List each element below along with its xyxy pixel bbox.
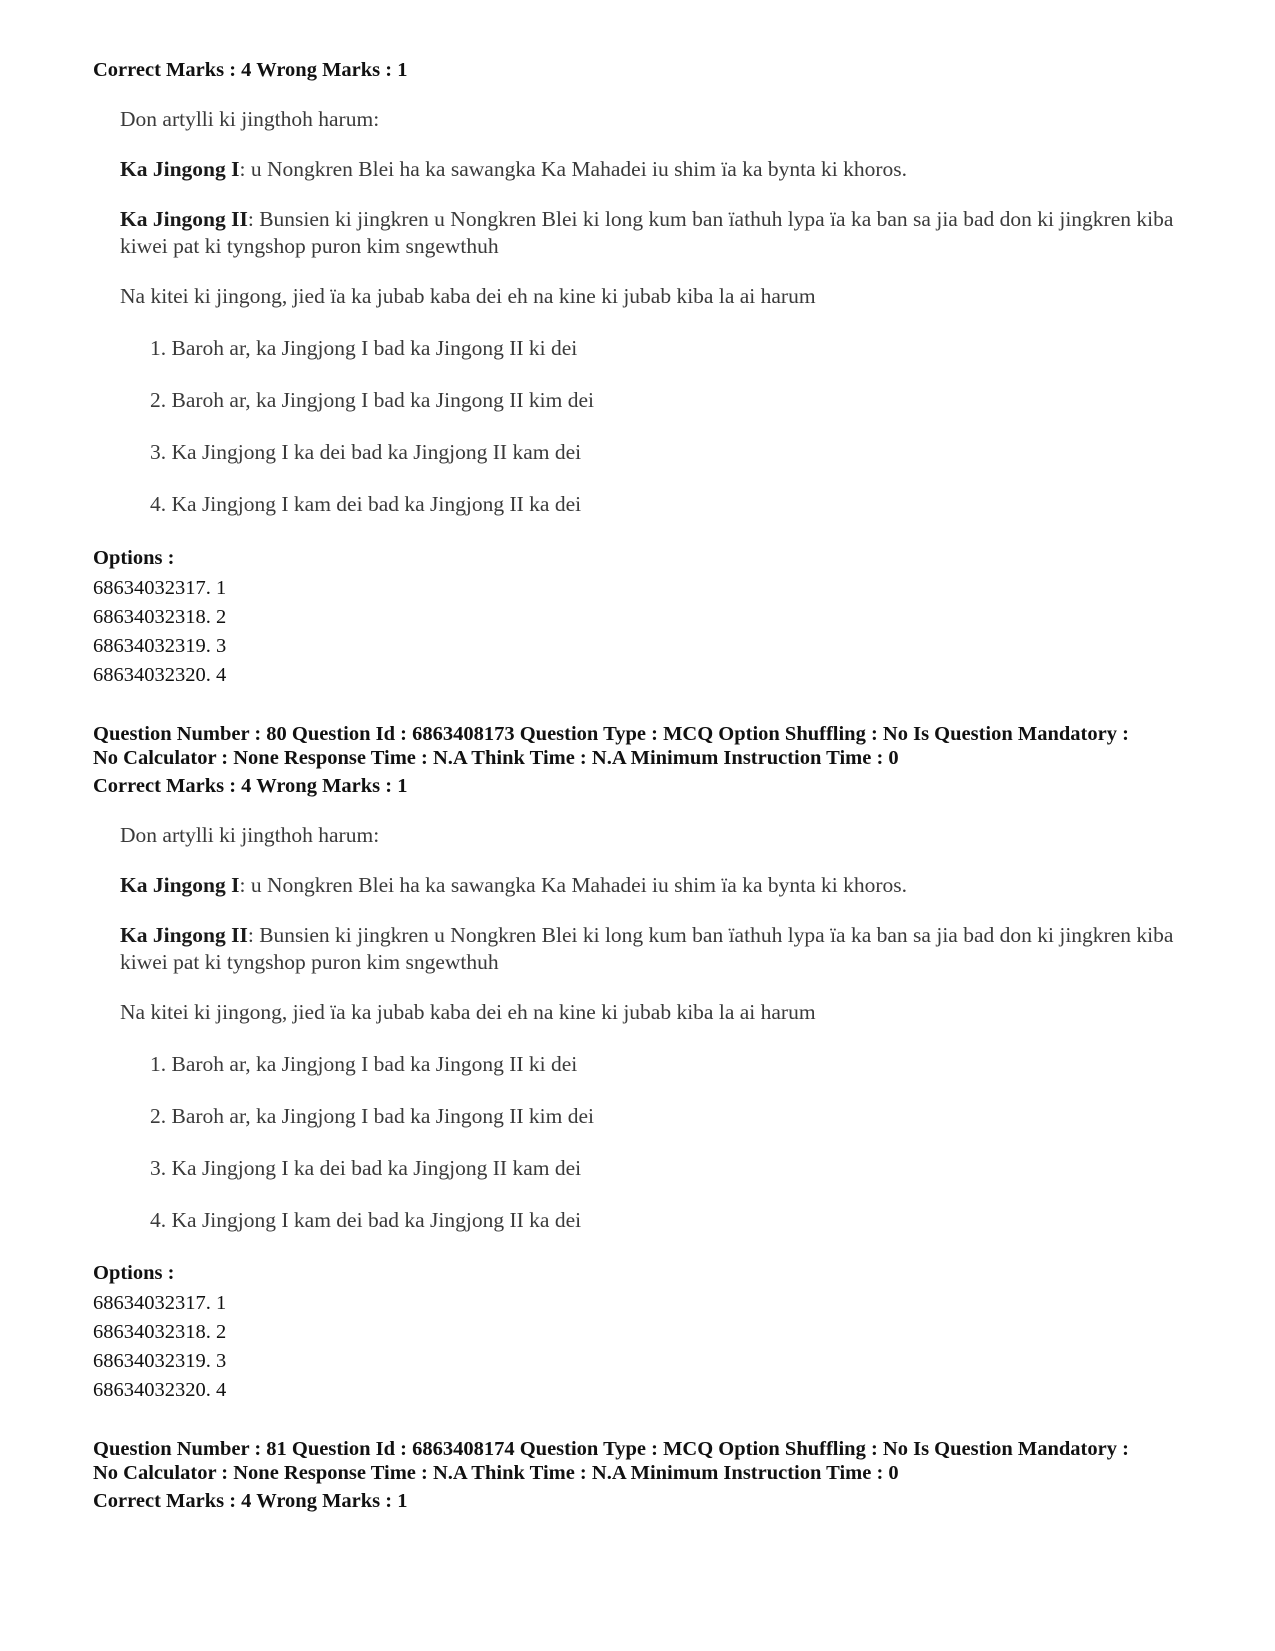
choice-3: 3. Ka Jingjong I ka dei bad ka Jingjong II kam dei — [150, 440, 582, 464]
options-list — [93, 574, 226, 690]
option-item: 68634032319. 3 — [93, 1350, 227, 1372]
choice-4: 4. Ka Jingjong I kam dei bad ka Jingjong II ka dei — [150, 492, 582, 516]
statement-2 — [120, 206, 1180, 260]
option-item: 68634032320. 4 — [93, 664, 227, 686]
choice-1: 1. Baroh ar, ka Jingjong I bad ka Jingong II ki dei — [150, 1052, 578, 1076]
question-header-line-2: No Calculator : None Response Time : N.A Think Time : N.A Minimum Instruction Time : 0 — [93, 747, 899, 769]
options-list — [93, 1289, 226, 1405]
option-item: 68634032318. 2 — [93, 1321, 227, 1343]
statement-2-label: Ka Jingong II — [120, 207, 248, 231]
marks-line: Correct Marks : 4 Wrong Marks : 1 — [93, 775, 408, 797]
statement-1-text: : u Nongkren Blei ha ka sawangka Ka Mahadei iu shim ïa ka bynta ki khoros. — [239, 157, 908, 181]
marks-line: Correct Marks : 4 Wrong Marks : 1 — [93, 59, 408, 81]
option-item: 68634032318. 2 — [93, 606, 227, 628]
options-label: Options : — [93, 1262, 175, 1284]
marks-line: Correct Marks : 4 Wrong Marks : 1 — [93, 1490, 408, 1512]
statement-1-text: : u Nongkren Blei ha ka sawangka Ka Mahadei iu shim ïa ka bynta ki khoros. — [239, 873, 908, 897]
question-prompt: Na kitei ki jingong, jied ïa ka jubab kaba dei eh na kine ki jubab kiba la ai harum — [120, 1000, 816, 1024]
choice-2: 2. Baroh ar, ka Jingjong I bad ka Jingong II kim dei — [150, 388, 594, 412]
statement-1 — [120, 872, 1180, 899]
question-header-line-2: No Calculator : None Response Time : N.A Think Time : N.A Minimum Instruction Time : 0 — [93, 1462, 899, 1484]
option-item: 68634032319. 3 — [93, 635, 227, 657]
question-intro: Don artylli ki jingthoh harum: — [120, 823, 380, 847]
choice-2: 2. Baroh ar, ka Jingjong I bad ka Jingong II kim dei — [150, 1104, 594, 1128]
option-item: 68634032320. 4 — [93, 1379, 227, 1401]
statement-1-label: Ka Jingong I — [120, 157, 240, 181]
options-label: Options : — [93, 547, 175, 569]
statement-1-label: Ka Jingong I — [120, 873, 240, 897]
option-item: 68634032317. 1 — [93, 577, 227, 599]
choice-3: 3. Ka Jingjong I ka dei bad ka Jingjong II kam dei — [150, 1156, 582, 1180]
question-prompt: Na kitei ki jingong, jied ïa ka jubab kaba dei eh na kine ki jubab kiba la ai harum — [120, 284, 816, 308]
option-item: 68634032317. 1 — [93, 1292, 227, 1314]
question-header-line-1: Question Number : 80 Question Id : 6863408173 Question Type : MCQ Option Shuffling : No Is Question Mandatory : — [93, 723, 1129, 745]
choice-4: 4. Ka Jingjong I kam dei bad ka Jingjong II ka dei — [150, 1208, 582, 1232]
question-intro: Don artylli ki jingthoh harum: — [120, 107, 380, 131]
statement-1 — [120, 156, 1180, 183]
statement-2-text: : Bunsien ki jingkren u Nongkren Blei ki long kum ban ïathuh lypa ïa ka ban sa jia bad don ki jingkren kiba kiwei pat ki tyngshop puron kim sngewthuh — [120, 923, 1174, 974]
statement-2-label: Ka Jingong II — [120, 923, 248, 947]
statement-2-text: : Bunsien ki jingkren u Nongkren Blei ki long kum ban ïathuh lypa ïa ka ban sa jia bad don ki jingkren kiba kiwei pat ki tyngshop puron kim sngewthuh — [120, 207, 1174, 258]
choice-1: 1. Baroh ar, ka Jingjong I bad ka Jingong II ki dei — [150, 336, 578, 360]
statement-2 — [120, 922, 1180, 976]
question-header-line-1: Question Number : 81 Question Id : 6863408174 Question Type : MCQ Option Shuffling : No Is Question Mandatory : — [93, 1438, 1129, 1460]
